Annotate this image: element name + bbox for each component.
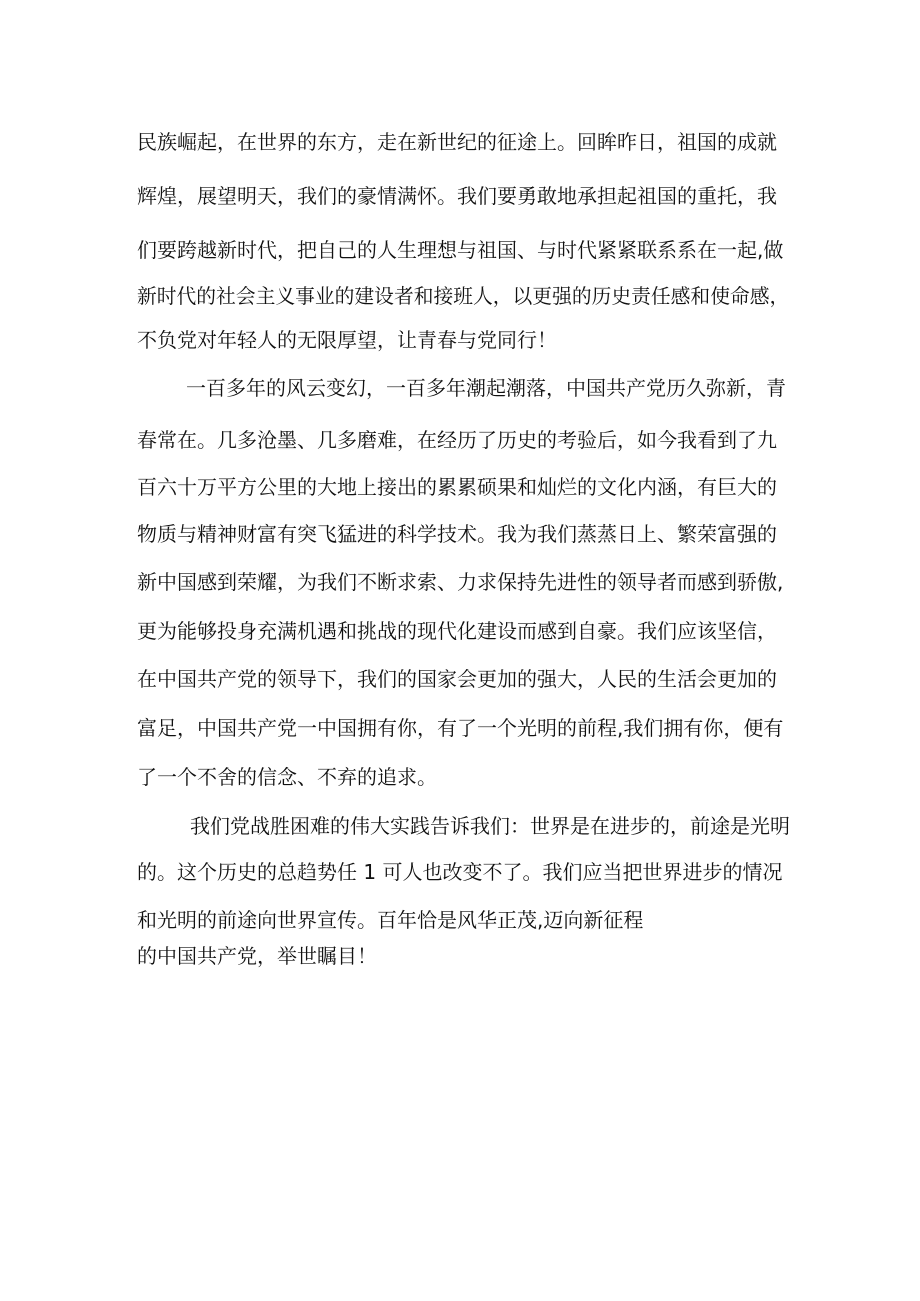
text-line: 辉煌，展望明天，我们的豪情满怀。我们要勇敢地承担起祖国的重托，我 (137, 184, 777, 208)
text-line: 更为能够投身充满机遇和挑战的现代化建设而感到自豪。我们应该坚信， (137, 619, 777, 643)
text-line: 在中国共产党的领导下，我们的国家会更加的强大，人民的生活会更加的 (137, 667, 777, 691)
text-line: 的。这个历史的总趋势任 1 可人也改变不了。我们应当把世界进步的情况 (137, 860, 783, 884)
text-line: 们要跨越新时代，把自己的人生理想与祖国、与时代紧紧联系系在一起,做 (137, 238, 784, 262)
text-line: 百六十万平方公里的大地上接出的累累硕果和灿烂的文化内涵，有巨大的 (137, 475, 777, 499)
text-line: 新中国感到荣耀，为我们不断求索、力求保持先进性的领导者而感到骄傲, (137, 570, 784, 594)
text-line: 的中国共产党，举世瞩目！ (137, 944, 377, 968)
text-line: 不负党对年轻人的无限厚望，让青春与党同行！ (137, 328, 557, 352)
text-line: 一百多年的风云变幻，一百多年潮起潮落，中国共产党历久弥新，青 (186, 376, 786, 400)
text-line: 富足，中国共产党一中国拥有你，有了一个光明的前程,我们拥有你，便有 (137, 716, 784, 740)
text-line: 新时代的社会主义事业的建设者和接班人，以更强的历史责任感和使命感， (137, 285, 790, 308)
text-line: 了一个不舍的信念、不弃的追求。 (137, 765, 437, 789)
text-line: 物质与精神财富有突飞猛进的科学技术。我为我们蒸蒸日上、繁荣富强的 (137, 522, 777, 546)
text-line: 我们党战胜困难的伟大实践告诉我们：世界是在进步的，前途是光明 (190, 814, 790, 838)
text-line: 民族崛起，在世界的东方，走在新世纪的征途上。回眸昨日，祖国的成就 (137, 130, 777, 154)
text-line: 春常在。几多沧墨、几多磨难，在经历了历史的考验后，如今我看到了九 (137, 428, 777, 452)
text-line: 和光明的前途向世界宣传。百年恰是风华正茂,迈向新征程 (137, 908, 644, 932)
